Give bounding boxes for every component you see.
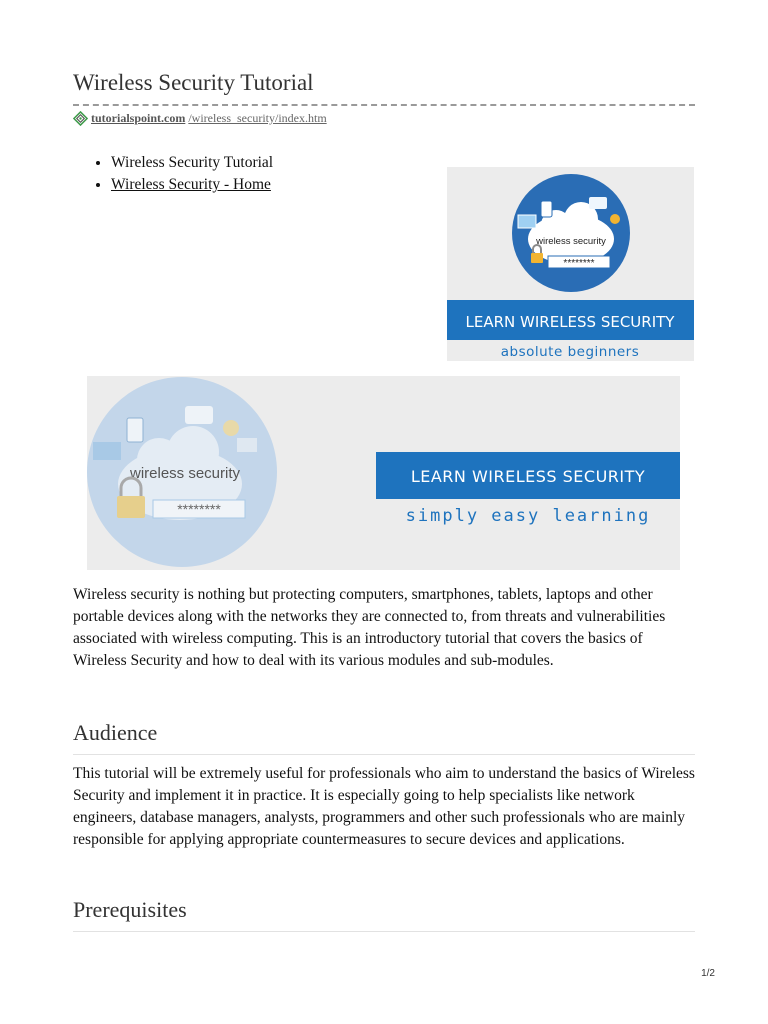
wireless-security-banner-small (447, 167, 694, 361)
toc-item (111, 152, 273, 174)
banner-headline: LEARN WIRELESS SECURITY (410, 467, 646, 486)
prerequisites-heading: Prerequisites (73, 897, 695, 932)
tutorialspoint-logo-icon (73, 111, 88, 126)
lock-icon (117, 496, 145, 518)
phone-icon (127, 418, 143, 442)
wireless-security-banner-large (87, 376, 680, 570)
banner-circle-label: wireless security (536, 236, 606, 247)
title-divider (73, 104, 695, 106)
intro-paragraph: Wireless security is nothing but protecting computers, smartphones, tablets, laptops and other portable devices along with the networks they are connected to, from threats and vulnerabilities associated with wireless computing. This is an introductory tutorial that covers the basics of Wireless Security and how to deal with its various modules and sub-modules. (73, 586, 666, 669)
banner-circle-label: wireless security (129, 465, 241, 482)
bulb-icon (610, 214, 620, 224)
banner-tagline: simply easy learning (405, 506, 651, 526)
audience-paragraph: This tutorial will be extremely useful for professionals who aim to understand the basics of Wireless Security and implement it in practice. It is especially going to help specialists like network engineers, database managers, analysts, programmers and other such professionals who are mainly responsible for applying appropriate countermeasures to secure devices and applications. (73, 765, 695, 848)
source-site[interactable]: tutorialspoint.com (91, 111, 186, 125)
phone-icon (541, 201, 552, 217)
source-link[interactable] (73, 111, 327, 126)
page-title: Wireless Security Tutorial (73, 70, 314, 95)
monitor-icon (518, 215, 536, 228)
banner-password: ******** (563, 258, 595, 269)
banner-small (447, 167, 694, 361)
source-path[interactable]: /wireless_security/index.htm (188, 111, 327, 125)
toc-list (93, 152, 273, 196)
audience-heading: Audience (73, 720, 695, 755)
chat-bubble-icon (589, 197, 607, 209)
monitor-icon (93, 442, 121, 460)
banner-headline: LEARN WIRELESS SECURITY (465, 313, 675, 331)
toc-link-home[interactable]: Wireless Security - Home (111, 176, 271, 193)
page-number: 1/2 (701, 968, 715, 979)
banner-tagline: absolute beginners (500, 344, 640, 360)
toc-item[interactable] (111, 174, 273, 196)
lock-icon (531, 253, 543, 263)
bulb-icon (223, 420, 239, 436)
banner-large (87, 376, 680, 570)
envelope-icon (237, 438, 257, 452)
banner-password: ******** (177, 501, 221, 517)
chat-bubble-icon (185, 406, 213, 424)
toc-item-label: Wireless Security Tutorial (111, 154, 274, 171)
